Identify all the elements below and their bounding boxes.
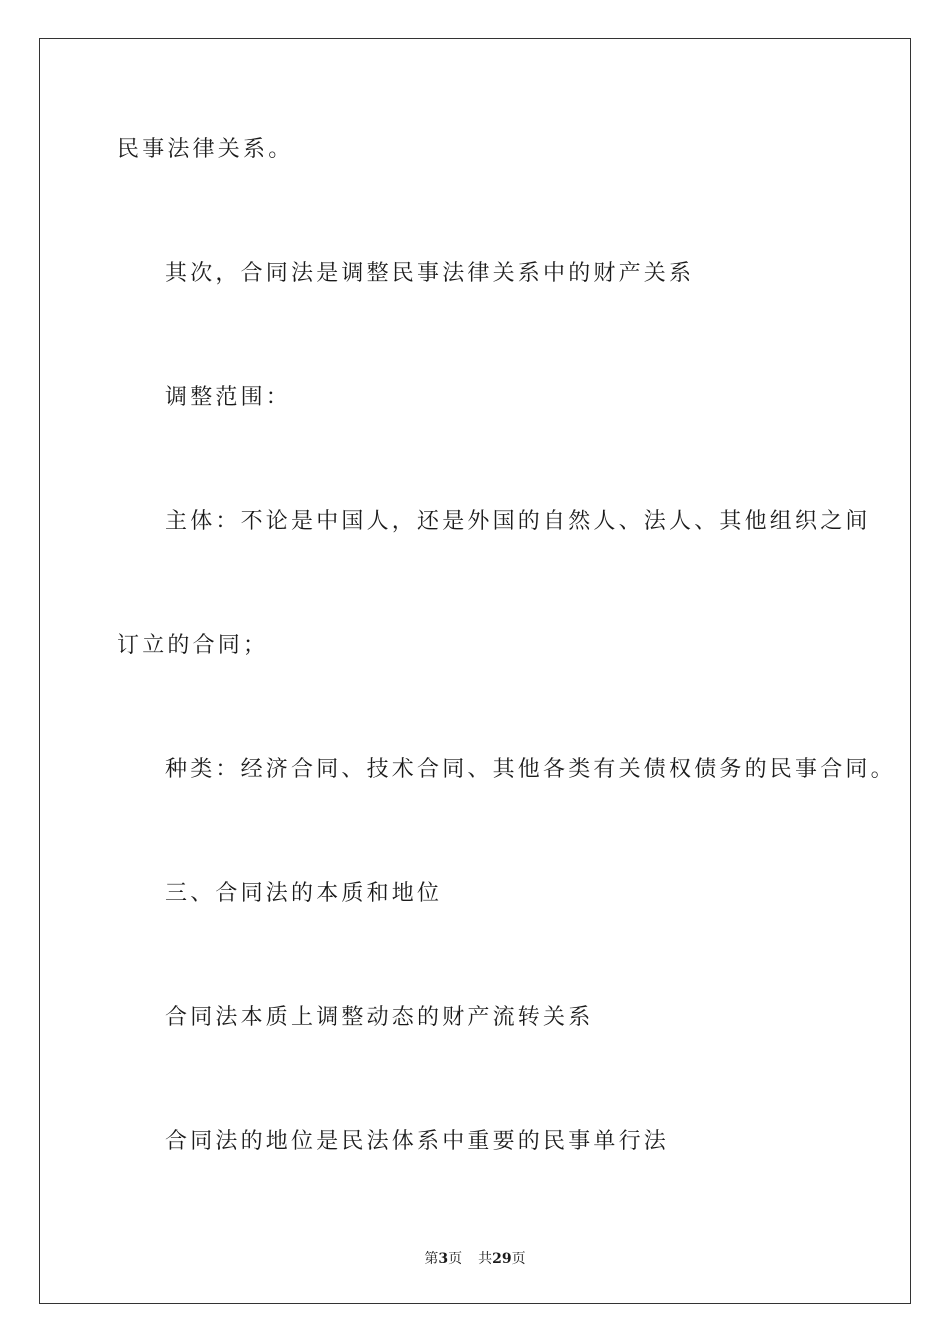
page-border [39,38,911,1304]
page-footer [0,1250,950,1268]
paragraph-nature: 合同法本质上调整动态的财产流转关系 [165,1005,594,1030]
section-heading-nature-status: 三、合同法的本质和地位 [165,881,443,906]
footer-total-prefix: 共 [478,1251,493,1267]
paragraph-subject: 主体：不论是中国人，还是外国的自然人、法人、其他组织之间 [165,509,871,534]
paragraph-types: 种类：经济合同、技术合同、其他各类有关债权债务的民事合同。 [165,757,896,782]
paragraph-status: 合同法的地位是民法体系中重要的民事单行法 [165,1129,670,1154]
paragraph-subject-continuation: 订立的合同； [117,633,269,658]
footer-total-suffix: 页 [511,1251,526,1267]
paragraph-property-relation: 其次，合同法是调整民事法律关系中的财产关系 [165,261,695,286]
footer-page-prefix: 第 [424,1251,439,1267]
footer-page-suffix: 页 [448,1251,463,1267]
paragraph-continuation: 民事法律关系。 [117,137,294,162]
footer-page-number: 3 [438,1251,449,1267]
paragraph-scope-heading: 调整范围： [165,385,292,410]
footer-total-number: 29 [492,1251,512,1267]
